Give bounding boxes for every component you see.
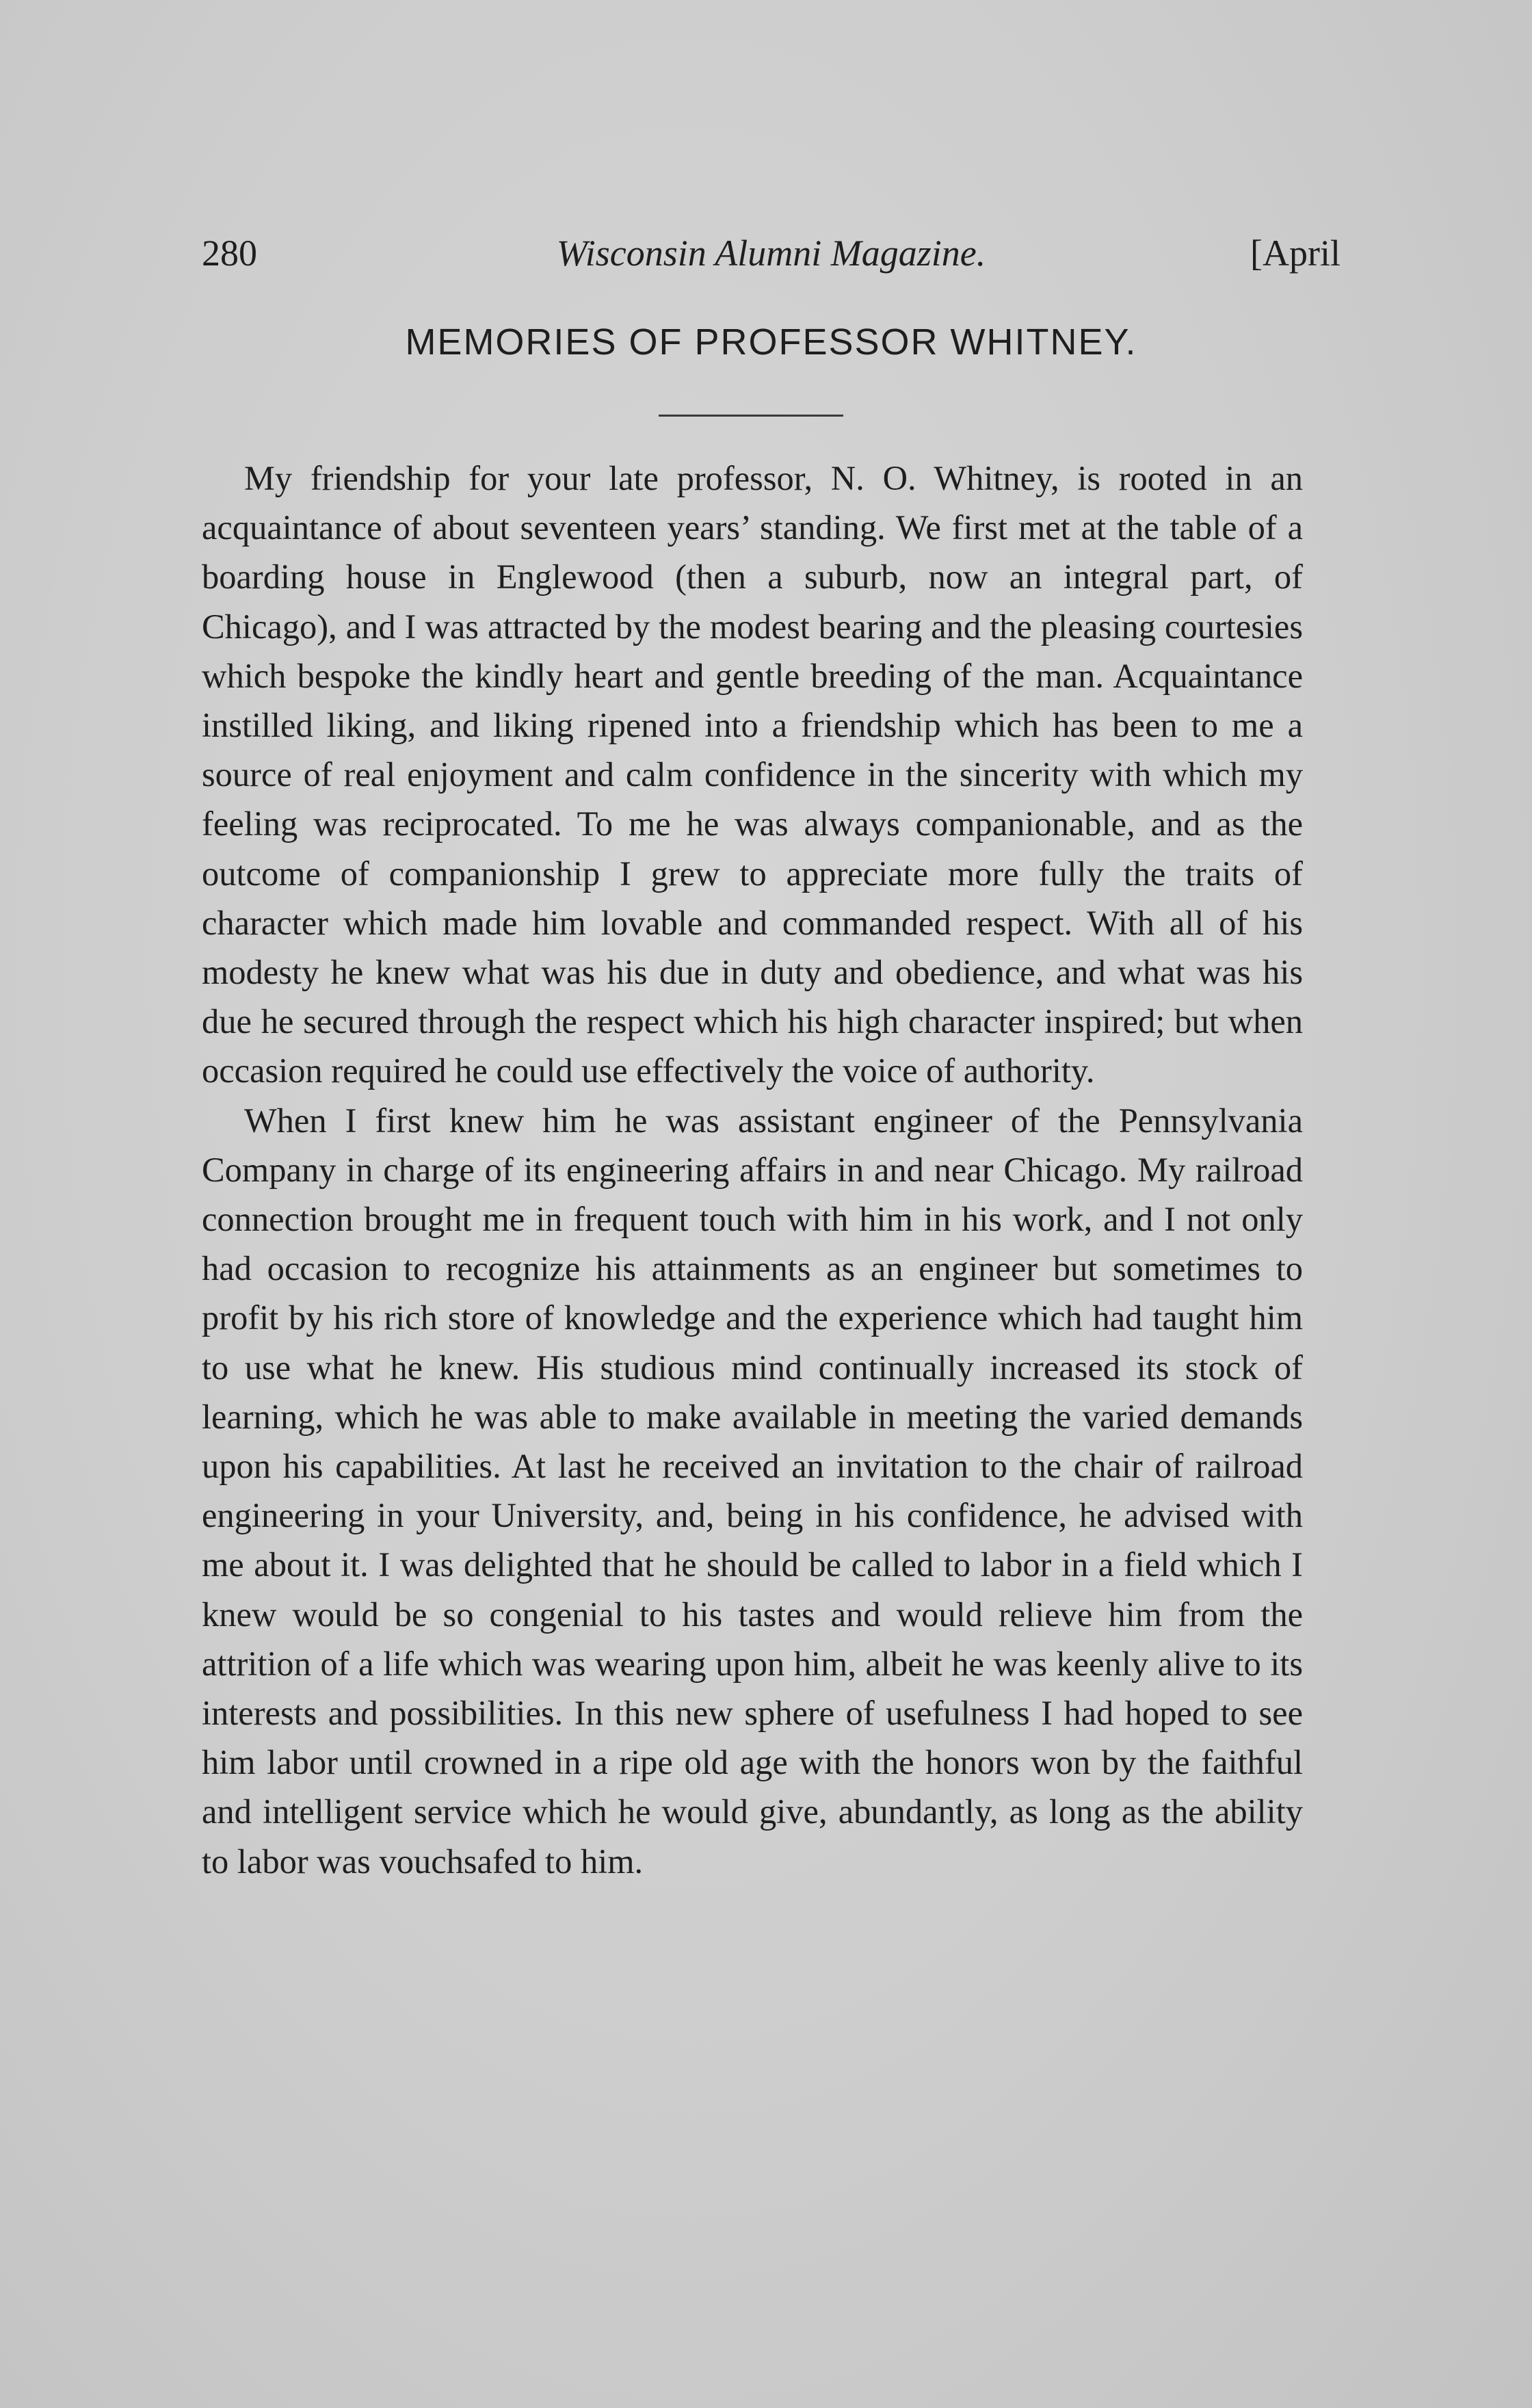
article-body	[202, 454, 1303, 1886]
issue-month: [April	[1250, 233, 1340, 274]
page-number: 280	[202, 233, 257, 274]
article-title: MEMORIES OF PROFESSOR WHITNEY.	[405, 322, 1137, 363]
paragraph-2: When I first knew him he was assistant engineer of the Pennsylvania Company in charge of its engineering affairs in and near Chicago. My railroad connection brought me in frequent touch with him in his work, and I not only had occasion to recognize his attainments as an engineer but sometimes to profit by his rich store of knowledge and the experience which had taught him to use what he knew. His studious mind continually increased its stock of learning, which he was able to make available in meeting the varied demands upon his capabilities. At last he received an invitation to the chair of railroad engineering in your University, and, being in his confidence, he advised with me about it. I was delighted that he should be called to labor in a field which I knew would be so congenial to his tastes and would relieve him from the attrition of a life which was wearing upon him, albeit he was keenly alive to its interests and possibilities. In this new sphere of usefulness I had hoped to see him labor until crowned in a ripe old age with the honors won by the faithful and intelligent service which he would give, abundantly, as long as the ability to labor was vouchsafed to him.	[202, 1101, 1303, 1881]
title-divider	[659, 415, 843, 417]
paragraph-1: My friendship for your late professor, N. O. Whitney, is rooted in an acquaintance of about seventeen years’ standing. We first met at the table of a boarding house in Englewood (then a suburb, now an integral part, of Chicago), and I was attracted by the modest bearing and the pleasing courtesies which bespoke the kindly heart and gentle breeding of the man. Acquaintance instilled liking, and liking ripened into a friendship which has been to me a source of real enjoyment and calm confidence in the sincerity with which my feeling was reciprocated. To me he was always companionable, and as the outcome of companionship I grew to appreciate more fully the traits of character which made him lovable and commanded respect. With all of his modesty he knew what was his due in duty and obedience, and what was his due he secured through the respect which his high character inspired; but when occasion required he could use effectively the voice of authority.	[202, 459, 1303, 1090]
magazine-title: Wisconsin Alumni Magazine.	[556, 233, 986, 274]
running-header	[202, 226, 1340, 280]
